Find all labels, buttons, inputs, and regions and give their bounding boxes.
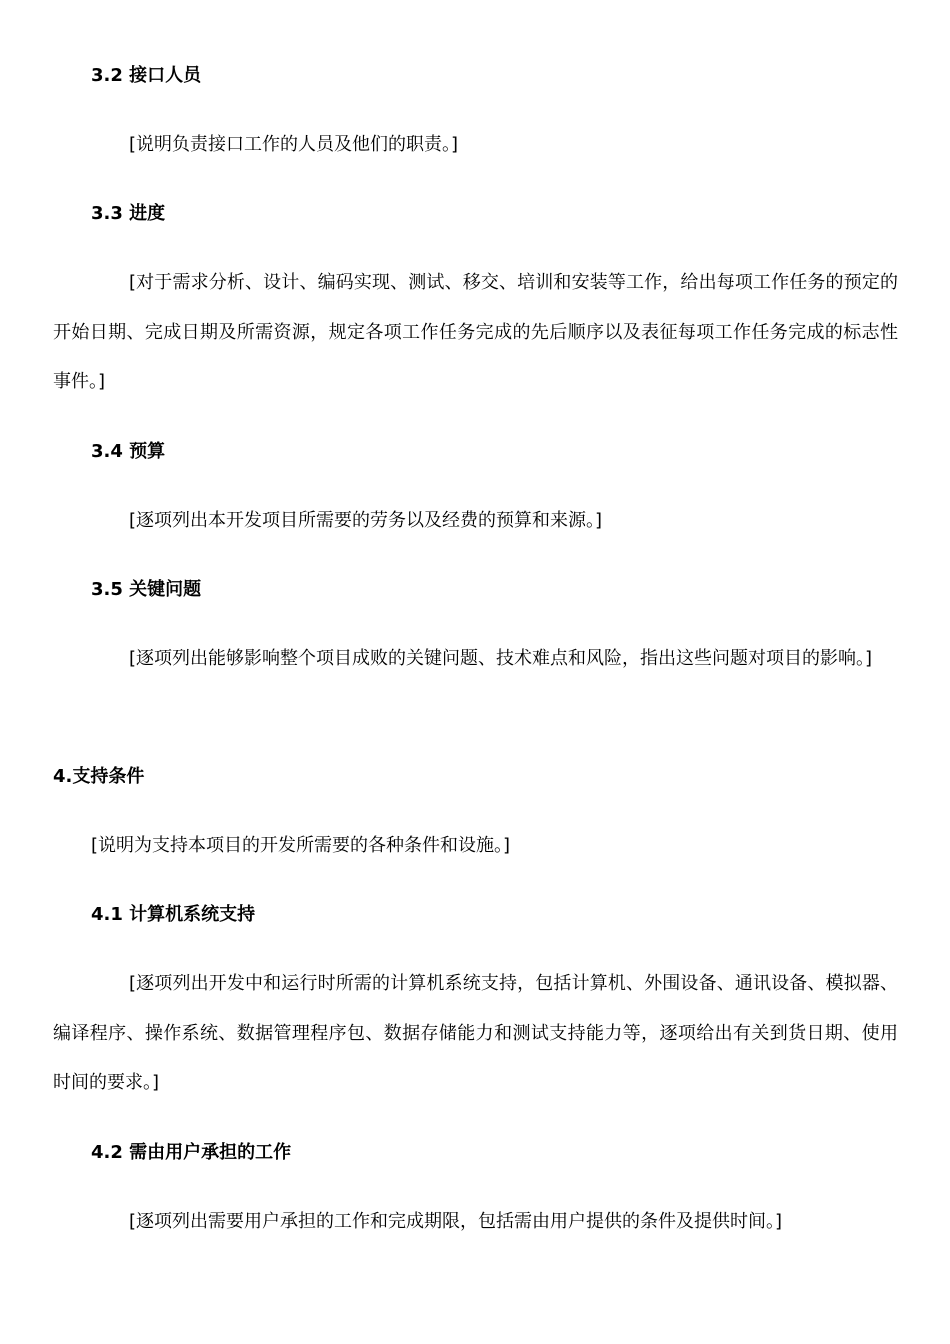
section-body-4-1: [逐项列出开发中和运行时所需的计算机系统支持，包括计算机、外围设备、通讯设备、模拟器、编译程序、操作系统、数据管理程序包、数据存储能力和测试支持能力等，逐项给出有关到货日期、使用时间的要求。] xyxy=(53,973,898,1093)
section-heading-4-1: 4.1 计算机系统支持 xyxy=(91,904,256,925)
section-body-3-3: [对于需求分析、设计、编码实现、测试、移交、培训和安装等工作，给出每项工作任务的预定的开始日期、完成日期及所需资源，规定各项工作任务完成的先后顺序以及表征每项工作任务完成的标志性事件。] xyxy=(53,272,898,392)
section-heading-3-4: 3.4 预算 xyxy=(91,441,166,462)
section-heading-3-3: 3.3 进度 xyxy=(91,203,166,224)
section-heading-3-2: 3.2 接口人员 xyxy=(91,65,202,86)
section-body-4: [说明为支持本项目的开发所需要的各种条件和设施。] xyxy=(91,835,511,856)
section-body-3-4: [逐项列出本开发项目所需要的劳务以及经费的预算和来源。] xyxy=(129,510,603,531)
section-body-3-2: [说明负责接口工作的人员及他们的职责。] xyxy=(129,134,459,155)
section-body-4-2: [逐项列出需要用户承担的工作和完成期限，包括需由用户提供的条件及提供时间。] xyxy=(129,1211,783,1232)
section-body-3-5: [逐项列出能够影响整个项目成败的关键问题、技术难点和风险，指出这些问题对项目的影响。] xyxy=(129,648,873,669)
section-heading-4: 4.支持条件 xyxy=(53,766,145,787)
section-heading-4-2: 4.2 需由用户承担的工作 xyxy=(91,1142,292,1163)
section-heading-3-5: 3.5 关键问题 xyxy=(91,579,202,600)
